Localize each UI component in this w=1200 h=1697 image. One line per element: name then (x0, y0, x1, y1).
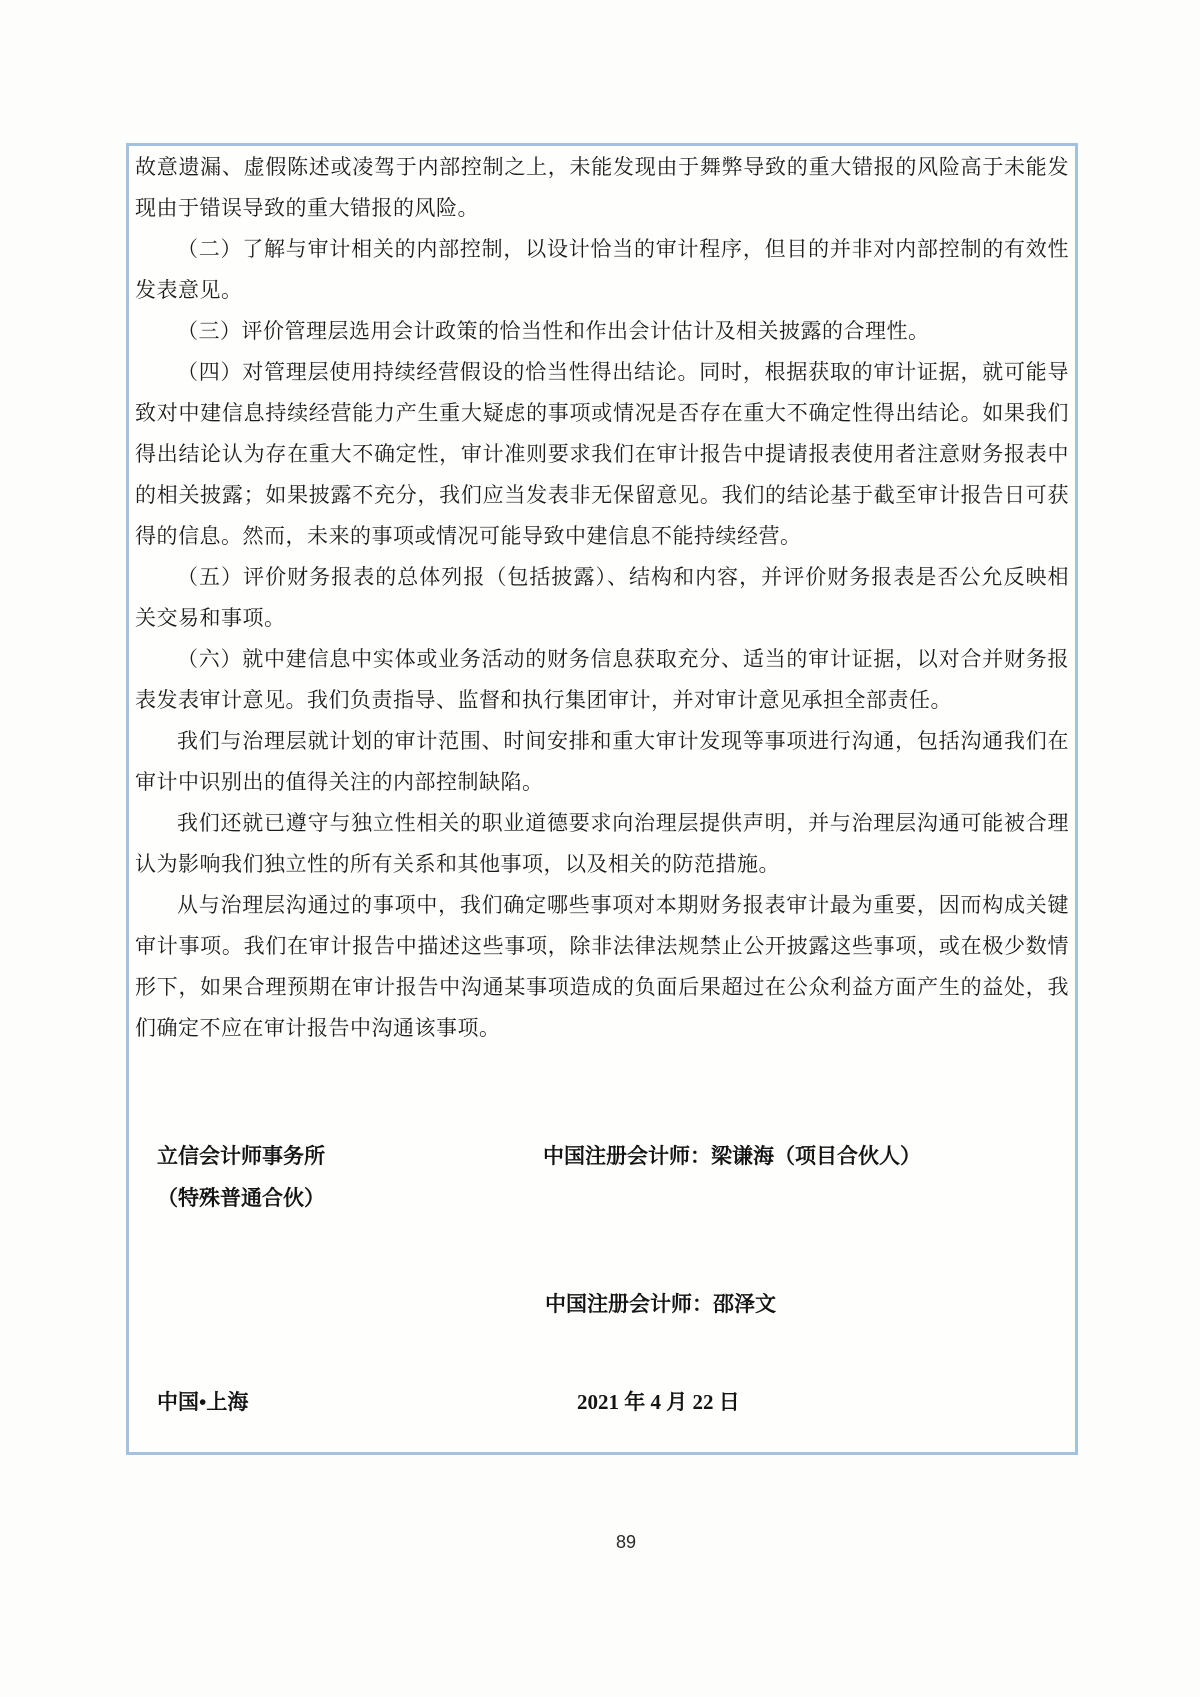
audit-firm-type: （特殊普通合伙） (157, 1186, 325, 1210)
cpa-signature-partner: 中国注册会计师：梁谦海（项目合伙人） (543, 1144, 921, 1168)
signature-date: 2021 年 4 月 22 日 (577, 1390, 740, 1414)
report-paragraph: （二）了解与审计相关的内部控制，以设计恰当的审计程序，但目的并非对内部控制的有效性发表意见。 (135, 237, 1069, 302)
report-paragraph: 我们与治理层就计划的审计范围、时间安排和重大审计发现等事项进行沟通，包括沟通我们在审计中识别出的值得关注的内部控制缺陷。 (135, 729, 1069, 794)
report-body (129, 146, 1075, 1049)
report-paragraph: （六）就中建信息中实体或业务活动的财务信息获取充分、适当的审计证据，以对合并财务报表发表审计意见。我们负责指导、监督和执行集团审计，并对审计意见承担全部责任。 (135, 647, 1069, 712)
report-paragraph: （五）评价财务报表的总体列报（包括披露）、结构和内容，并评价财务报表是否公允反映相关交易和事项。 (135, 565, 1069, 630)
report-paragraph: 我们还就已遵守与独立性相关的职业道德要求向治理层提供声明，并与治理层沟通可能被合理认为影响我们独立性的所有关系和其他事项，以及相关的防范措施。 (135, 811, 1069, 876)
report-paragraph: （四）对管理层使用持续经营假设的恰当性得出结论。同时，根据获取的审计证据，就可能导致对中建信息持续经营能力产生重大疑虑的事项或情况是否存在重大不确定性得出结论。如果我们得出结论认为存在重大不确定性，审计准则要求我们在审计报告中提请报表使用者注意财务报表中的相关披露；如果披露不充分，我们应当发表非无保留意见。我们的结论基于截至审计报告日可获得的信息。然而，未来的事项或情况可能导致中建信息不能持续经营。 (135, 360, 1069, 548)
cpa-signature-second: 中国注册会计师：邵泽文 (545, 1292, 776, 1316)
report-border-box (126, 143, 1078, 1455)
report-paragraph: 从与治理层沟通过的事项中，我们确定哪些事项对本期财务报表审计最为重要，因而构成关键审计事项。我们在审计报告中描述这些事项，除非法律法规禁止公开披露这些事项，或在极少数情形下，如果合理预期在审计报告中沟通某事项造成的负面后果超过在公众利益方面产生的益处，我们确定不应在审计报告中沟通该事项。 (135, 893, 1069, 1040)
audit-firm-name: 立信会计师事务所 (157, 1144, 325, 1168)
report-paragraph: （三）评价管理层选用会计政策的恰当性和作出会计估计及相关披露的合理性。 (177, 319, 930, 343)
signature-location: 中国•上海 (157, 1390, 249, 1414)
page-number: 89 (615, 1532, 637, 1552)
report-paragraph: 故意遗漏、虚假陈述或凌驾于内部控制之上，未能发现由于舞弊导致的重大错报的风险高于未能发现由于错误导致的重大错报的风险。 (135, 155, 1069, 220)
